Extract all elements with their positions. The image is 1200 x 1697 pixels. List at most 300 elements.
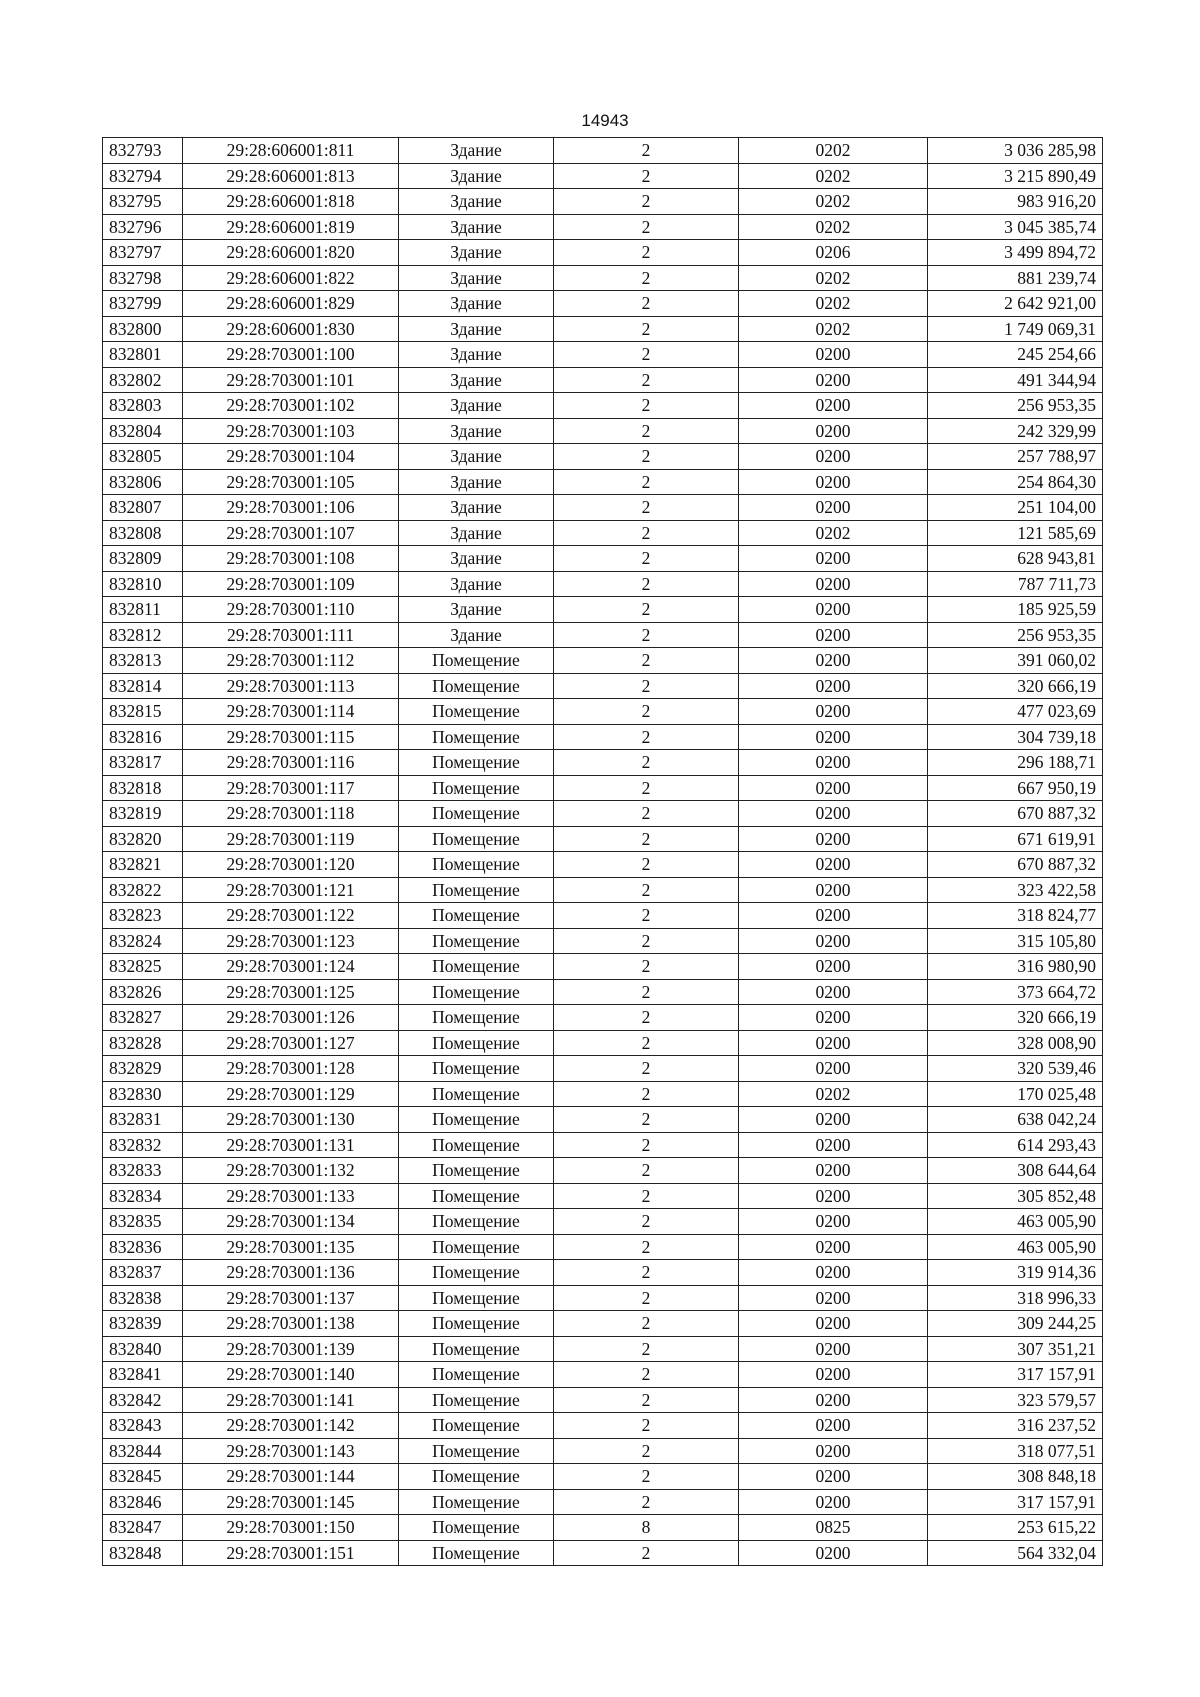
object-type-cell: Здание — [399, 418, 554, 444]
table-row — [103, 240, 1103, 266]
object-type-cell: Помещение — [399, 903, 554, 929]
code-cell: 0200 — [739, 571, 928, 597]
cadastral-number-cell: 29:28:703001:134 — [183, 1209, 399, 1235]
row-number-cell: 832835 — [103, 1209, 183, 1235]
row-number-cell: 832838 — [103, 1285, 183, 1311]
row-number-cell: 832848 — [103, 1540, 183, 1566]
cadastral-number-cell: 29:28:703001:145 — [183, 1489, 399, 1515]
table-row — [103, 1107, 1103, 1133]
code-cell: 0200 — [739, 673, 928, 699]
code-cell: 0202 — [739, 138, 928, 164]
cadastral-number-cell: 29:28:703001:107 — [183, 520, 399, 546]
cadastral-value-cell: 308 848,18 — [928, 1464, 1103, 1490]
row-number-cell: 832804 — [103, 418, 183, 444]
group-cell: 2 — [554, 928, 739, 954]
table-row — [103, 342, 1103, 368]
cadastral-number-cell: 29:28:703001:139 — [183, 1336, 399, 1362]
object-type-cell: Помещение — [399, 1311, 554, 1337]
cadastral-number-cell: 29:28:703001:113 — [183, 673, 399, 699]
object-type-cell: Помещение — [399, 877, 554, 903]
code-cell: 0200 — [739, 1209, 928, 1235]
row-number-cell: 832839 — [103, 1311, 183, 1337]
cadastral-number-cell: 29:28:703001:150 — [183, 1515, 399, 1541]
object-type-cell: Здание — [399, 546, 554, 572]
cadastral-value-cell: 317 157,91 — [928, 1489, 1103, 1515]
row-number-cell: 832810 — [103, 571, 183, 597]
row-number-cell: 832803 — [103, 393, 183, 419]
table-row — [103, 928, 1103, 954]
table-row — [103, 1005, 1103, 1031]
group-cell: 2 — [554, 622, 739, 648]
code-cell: 0200 — [739, 826, 928, 852]
code-cell: 0202 — [739, 163, 928, 189]
code-cell: 0200 — [739, 1132, 928, 1158]
registry-table — [102, 137, 1103, 1566]
group-cell: 2 — [554, 1132, 739, 1158]
group-cell: 2 — [554, 1081, 739, 1107]
group-cell: 2 — [554, 1387, 739, 1413]
code-cell: 0200 — [739, 1030, 928, 1056]
group-cell: 2 — [554, 724, 739, 750]
code-cell: 0200 — [739, 1336, 928, 1362]
group-cell: 2 — [554, 1056, 739, 1082]
cadastral-number-cell: 29:28:703001:119 — [183, 826, 399, 852]
object-type-cell: Помещение — [399, 1489, 554, 1515]
group-cell: 2 — [554, 571, 739, 597]
row-number-cell: 832831 — [103, 1107, 183, 1133]
cadastral-value-cell: 323 579,57 — [928, 1387, 1103, 1413]
cadastral-value-cell: 245 254,66 — [928, 342, 1103, 368]
object-type-cell: Помещение — [399, 1464, 554, 1490]
code-cell: 0200 — [739, 775, 928, 801]
cadastral-value-cell: 320 539,46 — [928, 1056, 1103, 1082]
table-row — [103, 367, 1103, 393]
object-type-cell: Помещение — [399, 750, 554, 776]
group-cell: 8 — [554, 1515, 739, 1541]
row-number-cell: 832828 — [103, 1030, 183, 1056]
row-number-cell: 832817 — [103, 750, 183, 776]
cadastral-number-cell: 29:28:703001:124 — [183, 954, 399, 980]
object-type-cell: Помещение — [399, 1209, 554, 1235]
object-type-cell: Помещение — [399, 1387, 554, 1413]
table-row — [103, 138, 1103, 164]
cadastral-number-cell: 29:28:703001:110 — [183, 597, 399, 623]
row-number-cell: 832827 — [103, 1005, 183, 1031]
object-type-cell: Помещение — [399, 648, 554, 674]
table-row — [103, 954, 1103, 980]
cadastral-number-cell: 29:28:703001:143 — [183, 1438, 399, 1464]
cadastral-value-cell: 2 642 921,00 — [928, 291, 1103, 317]
cadastral-number-cell: 29:28:606001:813 — [183, 163, 399, 189]
code-cell: 0200 — [739, 1489, 928, 1515]
group-cell: 2 — [554, 903, 739, 929]
table-row — [103, 852, 1103, 878]
group-cell: 2 — [554, 597, 739, 623]
code-cell: 0200 — [739, 1005, 928, 1031]
cadastral-number-cell: 29:28:703001:141 — [183, 1387, 399, 1413]
group-cell: 2 — [554, 1464, 739, 1490]
object-type-cell: Помещение — [399, 1234, 554, 1260]
code-cell: 0200 — [739, 724, 928, 750]
row-number-cell: 832799 — [103, 291, 183, 317]
row-number-cell: 832834 — [103, 1183, 183, 1209]
group-cell: 2 — [554, 750, 739, 776]
group-cell: 2 — [554, 1336, 739, 1362]
table-row — [103, 1132, 1103, 1158]
cadastral-number-cell: 29:28:703001:100 — [183, 342, 399, 368]
cadastral-number-cell: 29:28:703001:130 — [183, 1107, 399, 1133]
cadastral-value-cell: 3 215 890,49 — [928, 163, 1103, 189]
table-row — [103, 1056, 1103, 1082]
object-type-cell: Помещение — [399, 1413, 554, 1439]
object-type-cell: Здание — [399, 597, 554, 623]
table-row — [103, 393, 1103, 419]
object-type-cell: Здание — [399, 622, 554, 648]
table-row — [103, 1234, 1103, 1260]
cadastral-value-cell: 491 344,94 — [928, 367, 1103, 393]
row-number-cell: 832818 — [103, 775, 183, 801]
cadastral-value-cell: 304 739,18 — [928, 724, 1103, 750]
group-cell: 2 — [554, 648, 739, 674]
row-number-cell: 832819 — [103, 801, 183, 827]
object-type-cell: Помещение — [399, 1030, 554, 1056]
code-cell: 0200 — [739, 903, 928, 929]
cadastral-number-cell: 29:28:703001:118 — [183, 801, 399, 827]
table-row — [103, 1515, 1103, 1541]
cadastral-value-cell: 316 237,52 — [928, 1413, 1103, 1439]
code-cell: 0200 — [739, 1438, 928, 1464]
group-cell: 2 — [554, 367, 739, 393]
cadastral-number-cell: 29:28:606001:820 — [183, 240, 399, 266]
code-cell: 0200 — [739, 444, 928, 470]
table-row — [103, 444, 1103, 470]
table-row — [103, 1387, 1103, 1413]
cadastral-number-cell: 29:28:703001:140 — [183, 1362, 399, 1388]
table-row — [103, 801, 1103, 827]
cadastral-number-cell: 29:28:703001:106 — [183, 495, 399, 521]
cadastral-value-cell: 256 953,35 — [928, 393, 1103, 419]
object-type-cell: Здание — [399, 393, 554, 419]
table-row — [103, 1413, 1103, 1439]
cadastral-value-cell: 315 105,80 — [928, 928, 1103, 954]
object-type-cell: Помещение — [399, 1107, 554, 1133]
cadastral-value-cell: 254 864,30 — [928, 469, 1103, 495]
group-cell: 2 — [554, 877, 739, 903]
table-row — [103, 1336, 1103, 1362]
cadastral-number-cell: 29:28:606001:818 — [183, 189, 399, 215]
group-cell: 2 — [554, 444, 739, 470]
cadastral-number-cell: 29:28:703001:115 — [183, 724, 399, 750]
cadastral-value-cell: 787 711,73 — [928, 571, 1103, 597]
row-number-cell: 832808 — [103, 520, 183, 546]
group-cell: 2 — [554, 1260, 739, 1286]
group-cell: 2 — [554, 138, 739, 164]
object-type-cell: Помещение — [399, 699, 554, 725]
group-cell: 2 — [554, 826, 739, 852]
group-cell: 2 — [554, 469, 739, 495]
cadastral-number-cell: 29:28:703001:102 — [183, 393, 399, 419]
table-row — [103, 1540, 1103, 1566]
object-type-cell: Здание — [399, 367, 554, 393]
table-row — [103, 495, 1103, 521]
code-cell: 0200 — [739, 622, 928, 648]
object-type-cell: Помещение — [399, 775, 554, 801]
code-cell: 0200 — [739, 1107, 928, 1133]
cadastral-value-cell: 671 619,91 — [928, 826, 1103, 852]
group-cell: 2 — [554, 1413, 739, 1439]
group-cell: 2 — [554, 699, 739, 725]
group-cell: 2 — [554, 1005, 739, 1031]
object-type-cell: Здание — [399, 571, 554, 597]
code-cell: 0200 — [739, 367, 928, 393]
cadastral-value-cell: 257 788,97 — [928, 444, 1103, 470]
object-type-cell: Здание — [399, 495, 554, 521]
object-type-cell: Помещение — [399, 852, 554, 878]
object-type-cell: Помещение — [399, 673, 554, 699]
group-cell: 2 — [554, 393, 739, 419]
object-type-cell: Помещение — [399, 979, 554, 1005]
code-cell: 0200 — [739, 801, 928, 827]
group-cell: 2 — [554, 673, 739, 699]
cadastral-number-cell: 29:28:703001:125 — [183, 979, 399, 1005]
cadastral-value-cell: 638 042,24 — [928, 1107, 1103, 1133]
code-cell: 0200 — [739, 546, 928, 572]
code-cell: 0200 — [739, 1260, 928, 1286]
cadastral-number-cell: 29:28:606001:819 — [183, 214, 399, 240]
cadastral-number-cell: 29:28:606001:811 — [183, 138, 399, 164]
cadastral-number-cell: 29:28:703001:133 — [183, 1183, 399, 1209]
code-cell: 0202 — [739, 316, 928, 342]
table-row — [103, 979, 1103, 1005]
object-type-cell: Помещение — [399, 1056, 554, 1082]
cadastral-number-cell: 29:28:703001:112 — [183, 648, 399, 674]
cadastral-value-cell: 983 916,20 — [928, 189, 1103, 215]
object-type-cell: Здание — [399, 342, 554, 368]
group-cell: 2 — [554, 1030, 739, 1056]
table-row — [103, 1464, 1103, 1490]
object-type-cell: Помещение — [399, 954, 554, 980]
object-type-cell: Здание — [399, 240, 554, 266]
code-cell: 0200 — [739, 495, 928, 521]
code-cell: 0202 — [739, 291, 928, 317]
code-cell: 0200 — [739, 1413, 928, 1439]
table-row — [103, 648, 1103, 674]
code-cell: 0200 — [739, 1540, 928, 1566]
cadastral-value-cell: 463 005,90 — [928, 1209, 1103, 1235]
row-number-cell: 832811 — [103, 597, 183, 623]
cadastral-value-cell: 670 887,32 — [928, 801, 1103, 827]
cadastral-number-cell: 29:28:703001:117 — [183, 775, 399, 801]
code-cell: 0200 — [739, 1285, 928, 1311]
row-number-cell: 832843 — [103, 1413, 183, 1439]
group-cell: 2 — [554, 852, 739, 878]
cadastral-value-cell: 317 157,91 — [928, 1362, 1103, 1388]
group-cell: 2 — [554, 1311, 739, 1337]
row-number-cell: 832796 — [103, 214, 183, 240]
table-row — [103, 775, 1103, 801]
object-type-cell: Помещение — [399, 1158, 554, 1184]
cadastral-number-cell: 29:28:703001:136 — [183, 1260, 399, 1286]
table-row — [103, 673, 1103, 699]
cadastral-value-cell: 307 351,21 — [928, 1336, 1103, 1362]
object-type-cell: Здание — [399, 316, 554, 342]
group-cell: 2 — [554, 1362, 739, 1388]
row-number-cell: 832823 — [103, 903, 183, 929]
cadastral-number-cell: 29:28:703001:109 — [183, 571, 399, 597]
code-cell: 0200 — [739, 954, 928, 980]
table-row — [103, 1183, 1103, 1209]
code-cell: 0200 — [739, 469, 928, 495]
cadastral-value-cell: 121 585,69 — [928, 520, 1103, 546]
code-cell: 0200 — [739, 1311, 928, 1337]
row-number-cell: 832844 — [103, 1438, 183, 1464]
code-cell: 0200 — [739, 1183, 928, 1209]
cadastral-number-cell: 29:28:703001:108 — [183, 546, 399, 572]
object-type-cell: Помещение — [399, 1438, 554, 1464]
object-type-cell: Здание — [399, 444, 554, 470]
row-number-cell: 832845 — [103, 1464, 183, 1490]
code-cell: 0200 — [739, 1158, 928, 1184]
code-cell: 0202 — [739, 214, 928, 240]
row-number-cell: 832830 — [103, 1081, 183, 1107]
cadastral-number-cell: 29:28:703001:116 — [183, 750, 399, 776]
row-number-cell: 832815 — [103, 699, 183, 725]
row-number-cell: 832812 — [103, 622, 183, 648]
cadastral-number-cell: 29:28:703001:142 — [183, 1413, 399, 1439]
cadastral-value-cell: 3 045 385,74 — [928, 214, 1103, 240]
table-row — [103, 1362, 1103, 1388]
code-cell: 0200 — [739, 1056, 928, 1082]
object-type-cell: Помещение — [399, 1336, 554, 1362]
cadastral-value-cell: 667 950,19 — [928, 775, 1103, 801]
object-type-cell: Помещение — [399, 1540, 554, 1566]
cadastral-number-cell: 29:28:703001:123 — [183, 928, 399, 954]
cadastral-number-cell: 29:28:703001:132 — [183, 1158, 399, 1184]
object-type-cell: Здание — [399, 265, 554, 291]
table-row — [103, 469, 1103, 495]
row-number-cell: 832824 — [103, 928, 183, 954]
table-row — [103, 163, 1103, 189]
group-cell: 2 — [554, 1489, 739, 1515]
code-cell: 0200 — [739, 648, 928, 674]
object-type-cell: Помещение — [399, 1260, 554, 1286]
cadastral-value-cell: 373 664,72 — [928, 979, 1103, 1005]
table-row — [103, 622, 1103, 648]
group-cell: 2 — [554, 240, 739, 266]
group-cell: 2 — [554, 1209, 739, 1235]
cadastral-number-cell: 29:28:703001:129 — [183, 1081, 399, 1107]
object-type-cell: Помещение — [399, 724, 554, 750]
cadastral-number-cell: 29:28:703001:111 — [183, 622, 399, 648]
cadastral-number-cell: 29:28:703001:101 — [183, 367, 399, 393]
cadastral-number-cell: 29:28:703001:135 — [183, 1234, 399, 1260]
table-row — [103, 1285, 1103, 1311]
object-type-cell: Здание — [399, 291, 554, 317]
code-cell: 0200 — [739, 597, 928, 623]
cadastral-value-cell: 242 329,99 — [928, 418, 1103, 444]
group-cell: 2 — [554, 520, 739, 546]
row-number-cell: 832821 — [103, 852, 183, 878]
table-row — [103, 520, 1103, 546]
row-number-cell: 832797 — [103, 240, 183, 266]
code-cell: 0202 — [739, 520, 928, 546]
cadastral-value-cell: 296 188,71 — [928, 750, 1103, 776]
cadastral-value-cell: 3 036 285,98 — [928, 138, 1103, 164]
group-cell: 2 — [554, 1438, 739, 1464]
cadastral-value-cell: 319 914,36 — [928, 1260, 1103, 1286]
code-cell: 0200 — [739, 979, 928, 1005]
group-cell: 2 — [554, 979, 739, 1005]
table-row — [103, 1311, 1103, 1337]
object-type-cell: Помещение — [399, 801, 554, 827]
table-row — [103, 571, 1103, 597]
cadastral-value-cell: 318 824,77 — [928, 903, 1103, 929]
table-row — [103, 214, 1103, 240]
cadastral-number-cell: 29:28:703001:126 — [183, 1005, 399, 1031]
group-cell: 2 — [554, 546, 739, 572]
table-row — [103, 189, 1103, 215]
group-cell: 2 — [554, 1234, 739, 1260]
table-row — [103, 418, 1103, 444]
table-row — [103, 826, 1103, 852]
row-number-cell: 832816 — [103, 724, 183, 750]
cadastral-number-cell: 29:28:703001:122 — [183, 903, 399, 929]
object-type-cell: Помещение — [399, 1362, 554, 1388]
row-number-cell: 832841 — [103, 1362, 183, 1388]
code-cell: 0200 — [739, 342, 928, 368]
code-cell: 0200 — [739, 1464, 928, 1490]
cadastral-value-cell: 477 023,69 — [928, 699, 1103, 725]
cadastral-number-cell: 29:28:703001:114 — [183, 699, 399, 725]
group-cell: 2 — [554, 1285, 739, 1311]
cadastral-number-cell: 29:28:703001:105 — [183, 469, 399, 495]
row-number-cell: 832809 — [103, 546, 183, 572]
cadastral-value-cell: 308 644,64 — [928, 1158, 1103, 1184]
code-cell: 0200 — [739, 699, 928, 725]
cadastral-value-cell: 170 025,48 — [928, 1081, 1103, 1107]
object-type-cell: Помещение — [399, 1081, 554, 1107]
object-type-cell: Помещение — [399, 928, 554, 954]
row-number-cell: 832813 — [103, 648, 183, 674]
group-cell: 2 — [554, 163, 739, 189]
row-number-cell: 832840 — [103, 1336, 183, 1362]
group-cell: 2 — [554, 495, 739, 521]
row-number-cell: 832814 — [103, 673, 183, 699]
group-cell: 2 — [554, 1540, 739, 1566]
group-cell: 2 — [554, 342, 739, 368]
cadastral-value-cell: 670 887,32 — [928, 852, 1103, 878]
code-cell: 0200 — [739, 750, 928, 776]
code-cell: 0200 — [739, 393, 928, 419]
table-row — [103, 1030, 1103, 1056]
row-number-cell: 832801 — [103, 342, 183, 368]
row-number-cell: 832800 — [103, 316, 183, 342]
object-type-cell: Здание — [399, 520, 554, 546]
cadastral-value-cell: 185 925,59 — [928, 597, 1103, 623]
row-number-cell: 832846 — [103, 1489, 183, 1515]
row-number-cell: 832832 — [103, 1132, 183, 1158]
cadastral-number-cell: 29:28:703001:151 — [183, 1540, 399, 1566]
table-row — [103, 597, 1103, 623]
cadastral-number-cell: 29:28:606001:822 — [183, 265, 399, 291]
cadastral-number-cell: 29:28:703001:121 — [183, 877, 399, 903]
object-type-cell: Здание — [399, 189, 554, 215]
group-cell: 2 — [554, 775, 739, 801]
row-number-cell: 832802 — [103, 367, 183, 393]
object-type-cell: Здание — [399, 214, 554, 240]
cadastral-number-cell: 29:28:606001:829 — [183, 291, 399, 317]
cadastral-number-cell: 29:28:703001:104 — [183, 444, 399, 470]
